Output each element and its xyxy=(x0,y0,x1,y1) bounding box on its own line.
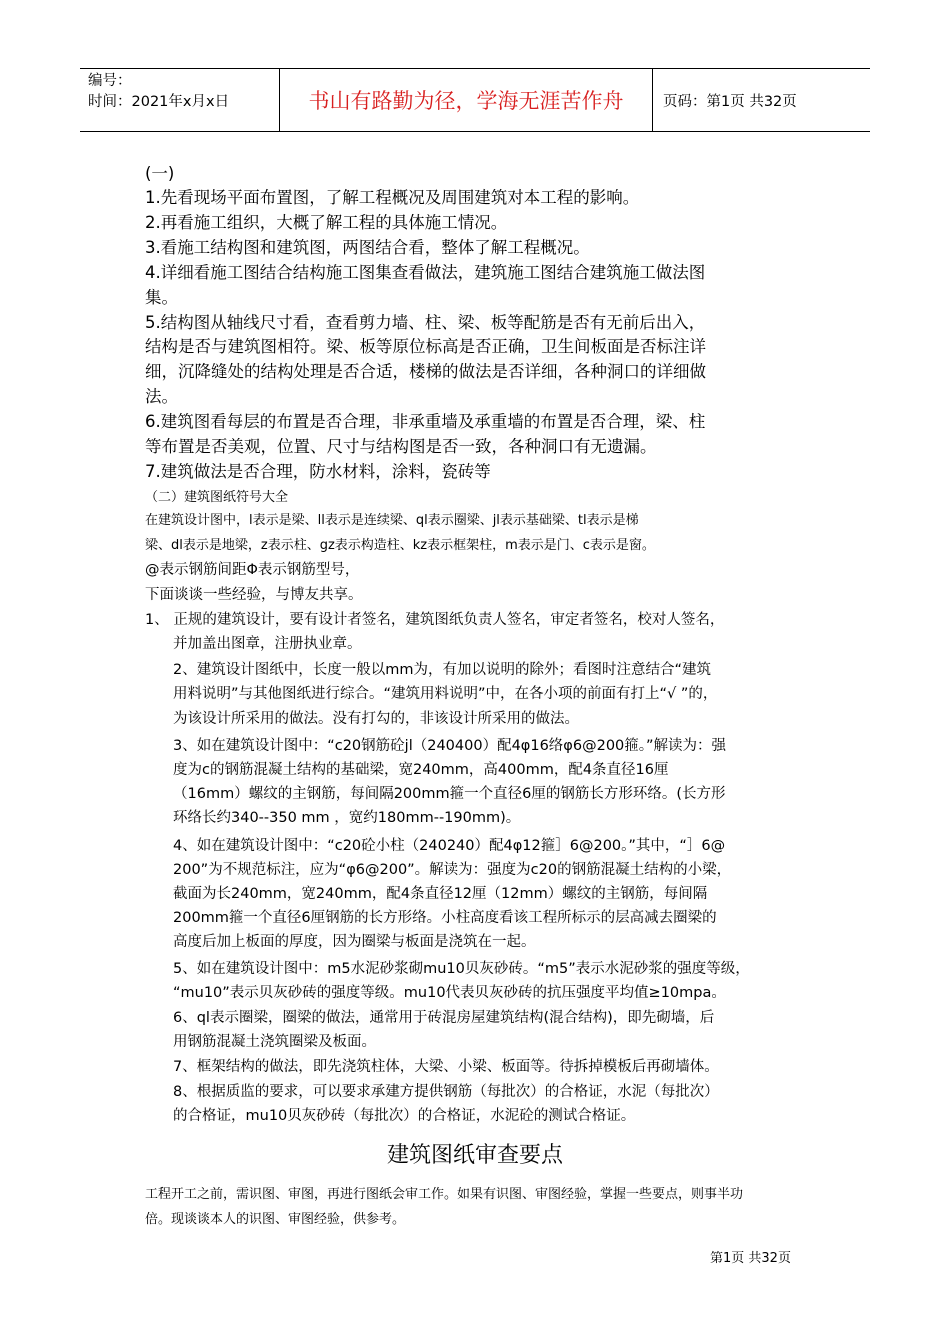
list-item: 用料说明”与其他图纸进行综合。“建筑用料说明”中，在各小项的前面有打上“√ ”的， xyxy=(173,686,718,702)
part1-heading: (一) xyxy=(145,164,175,183)
list-item: 1、 正规的建筑设计，要有设计者签名，建筑图纸负责人签名，审定者签名，校对人签名， xyxy=(145,612,725,628)
list-item: 度为c的钢筋混凝土结构的基础梁，宽240mm，高400mm，配4条直径16厘 xyxy=(173,762,669,778)
part1-line: 3.看施工结构图和建筑图，两图结合看，整体了解工程概况。 xyxy=(145,238,590,257)
page-label: 页码：第1页 共32页 xyxy=(663,93,797,110)
part2-intro-line: 下面谈谈一些经验，与博友共享。 xyxy=(145,587,363,603)
part1-line: 等布置是否美观，位置、尺寸与结构图是否一致，各种洞口有无遗漏。 xyxy=(145,437,657,456)
part2-heading: （二）建筑图纸符号大全 xyxy=(145,490,289,505)
list-item: 6、ql表示圈梁，圈梁的做法，通常用于砖混房屋建筑结构(混合结构)，即先砌墙，后 xyxy=(173,1010,715,1026)
part2-intro-line: 在建筑设计图中，l表示是梁、ll表示是连续梁、ql表示圈梁、jl表示基础梁、tl表示是梯 xyxy=(145,513,639,528)
section-title: 建筑图纸审查要点 xyxy=(386,1143,563,1168)
list-item: 高度后加上板面的厚度，因为圈梁与板面是浇筑在一起。 xyxy=(173,934,536,950)
number-label: 编号： xyxy=(88,73,132,89)
list-item: 4、如在建筑设计图中：“c20砼小柱（240240）配4φ12箍］6@200。”其中，“］6@ xyxy=(173,838,726,854)
list-item: 并加盖出图章，注册执业章。 xyxy=(173,636,362,652)
section-line: 工程开工之前，需识图、审图，再进行图纸会审工作。如果有识图、审图经验，掌握一些要点，则事半功 xyxy=(145,1187,744,1202)
section-line: 倍。现谈谈本人的识图、审图经验，供参考。 xyxy=(145,1212,406,1227)
list-item: 5、如在建筑设计图中：m5水泥砂浆砌mu10贝灰砂砖。“m5”表示水泥砂浆的强度等级， xyxy=(173,961,750,977)
list-item: 7、框架结构的做法，即先浇筑柱体，大梁、小梁、板面等。待拆掉模板后再砌墙体。 xyxy=(173,1059,719,1075)
part1-line: 结构是否与建筑图相符。梁、板等原位标高是否正确，卫生间板面是否标注详 xyxy=(145,337,706,356)
part1-line: 细，沉降缝处的结构处理是否合适，楼梯的做法是否详细，各种洞口的详细做 xyxy=(145,362,706,381)
list-item: 用钢筋混凝土浇筑圈梁及板面。 xyxy=(173,1034,376,1050)
part1-line: 法。 xyxy=(145,387,178,406)
part2-intro-line: @表示钢筋间距Φ表示钢筋型号， xyxy=(145,562,360,578)
list-item: 8、根据质监的要求，可以要求承建方提供钢筋（每批次）的合格证，水泥（每批次） xyxy=(173,1084,719,1100)
header-left-cell xyxy=(80,69,280,131)
list-item: 环络长约340--350 mm ，宽约180mm--190mm)。 xyxy=(173,810,521,826)
list-item: 3、如在建筑设计图中：“c20钢筋砼jl（240400）配4φ16络φ6@200箍。”解读为：强 xyxy=(173,738,727,754)
list-item: （16mm）螺纹的主钢筋，每间隔200mm箍一个直径6厘的钢筋长方形环络。(长方形 xyxy=(173,786,726,802)
footer-page: 第1页 共32页 xyxy=(710,1251,791,1266)
list-item: 200”为不规范标注，应为“φ6@200”。解读为：强度为c20的钢筋混凝土结构的小梁， xyxy=(173,862,732,878)
list-item: 2、建筑设计图纸中，长度一般以mm为，有加以说明的除外；看图时注意结合“建筑 xyxy=(173,662,711,678)
part1-line: 集。 xyxy=(145,288,178,307)
part1-line: 4.详细看施工图结合结构施工图集查看做法，建筑施工图结合建筑施工做法图 xyxy=(145,263,706,282)
part1-line: 7.建筑做法是否合理，防水材料，涂料，瓷砖等 xyxy=(145,462,491,481)
header-table xyxy=(80,68,870,132)
time-label: 时间：2021年x月x日 xyxy=(88,94,230,110)
part1-line: 1.先看现场平面布置图，了解工程概况及周围建筑对本工程的影响。 xyxy=(145,188,640,207)
list-item: “mu10”表示贝灰砂砖的强度等级。mu10代表贝灰砂砖的抗压强度平均值≥10mpa。 xyxy=(173,985,726,1001)
part2-intro-line: 梁、dl表示是地梁，z表示柱、gz表示构造柱、kz表示框架柱，m表示是门、c表示是窗。 xyxy=(145,538,655,553)
part1-line: 2.再看施工组织，大概了解工程的具体施工情况。 xyxy=(145,213,508,232)
list-item: 截面为长240mm，宽240mm，配4条直径12厘（12mm）螺纹的主钢筋，每间隔 xyxy=(173,886,708,902)
list-item: 为该设计所采用的做法。没有打勾的，非该设计所采用的做法。 xyxy=(173,711,579,727)
motto: 书山有路勤为径，学海无涯苦作舟 xyxy=(280,69,653,131)
part1-line: 6.建筑图看每层的布置是否合理，非承重墙及承重墙的布置是否合理，梁、柱 xyxy=(145,412,706,431)
part1-line: 5.结构图从轴线尺寸看，查看剪力墙、柱、梁、板等配筋是否有无前后出入， xyxy=(145,313,706,332)
list-item: 200mm箍一个直径6厘钢筋的长方形络。小柱高度看该工程所标示的层高减去圈梁的 xyxy=(173,910,717,926)
list-item: 的合格证，mu10贝灰砂砖（每批次）的合格证，水泥砼的测试合格证。 xyxy=(173,1108,636,1124)
